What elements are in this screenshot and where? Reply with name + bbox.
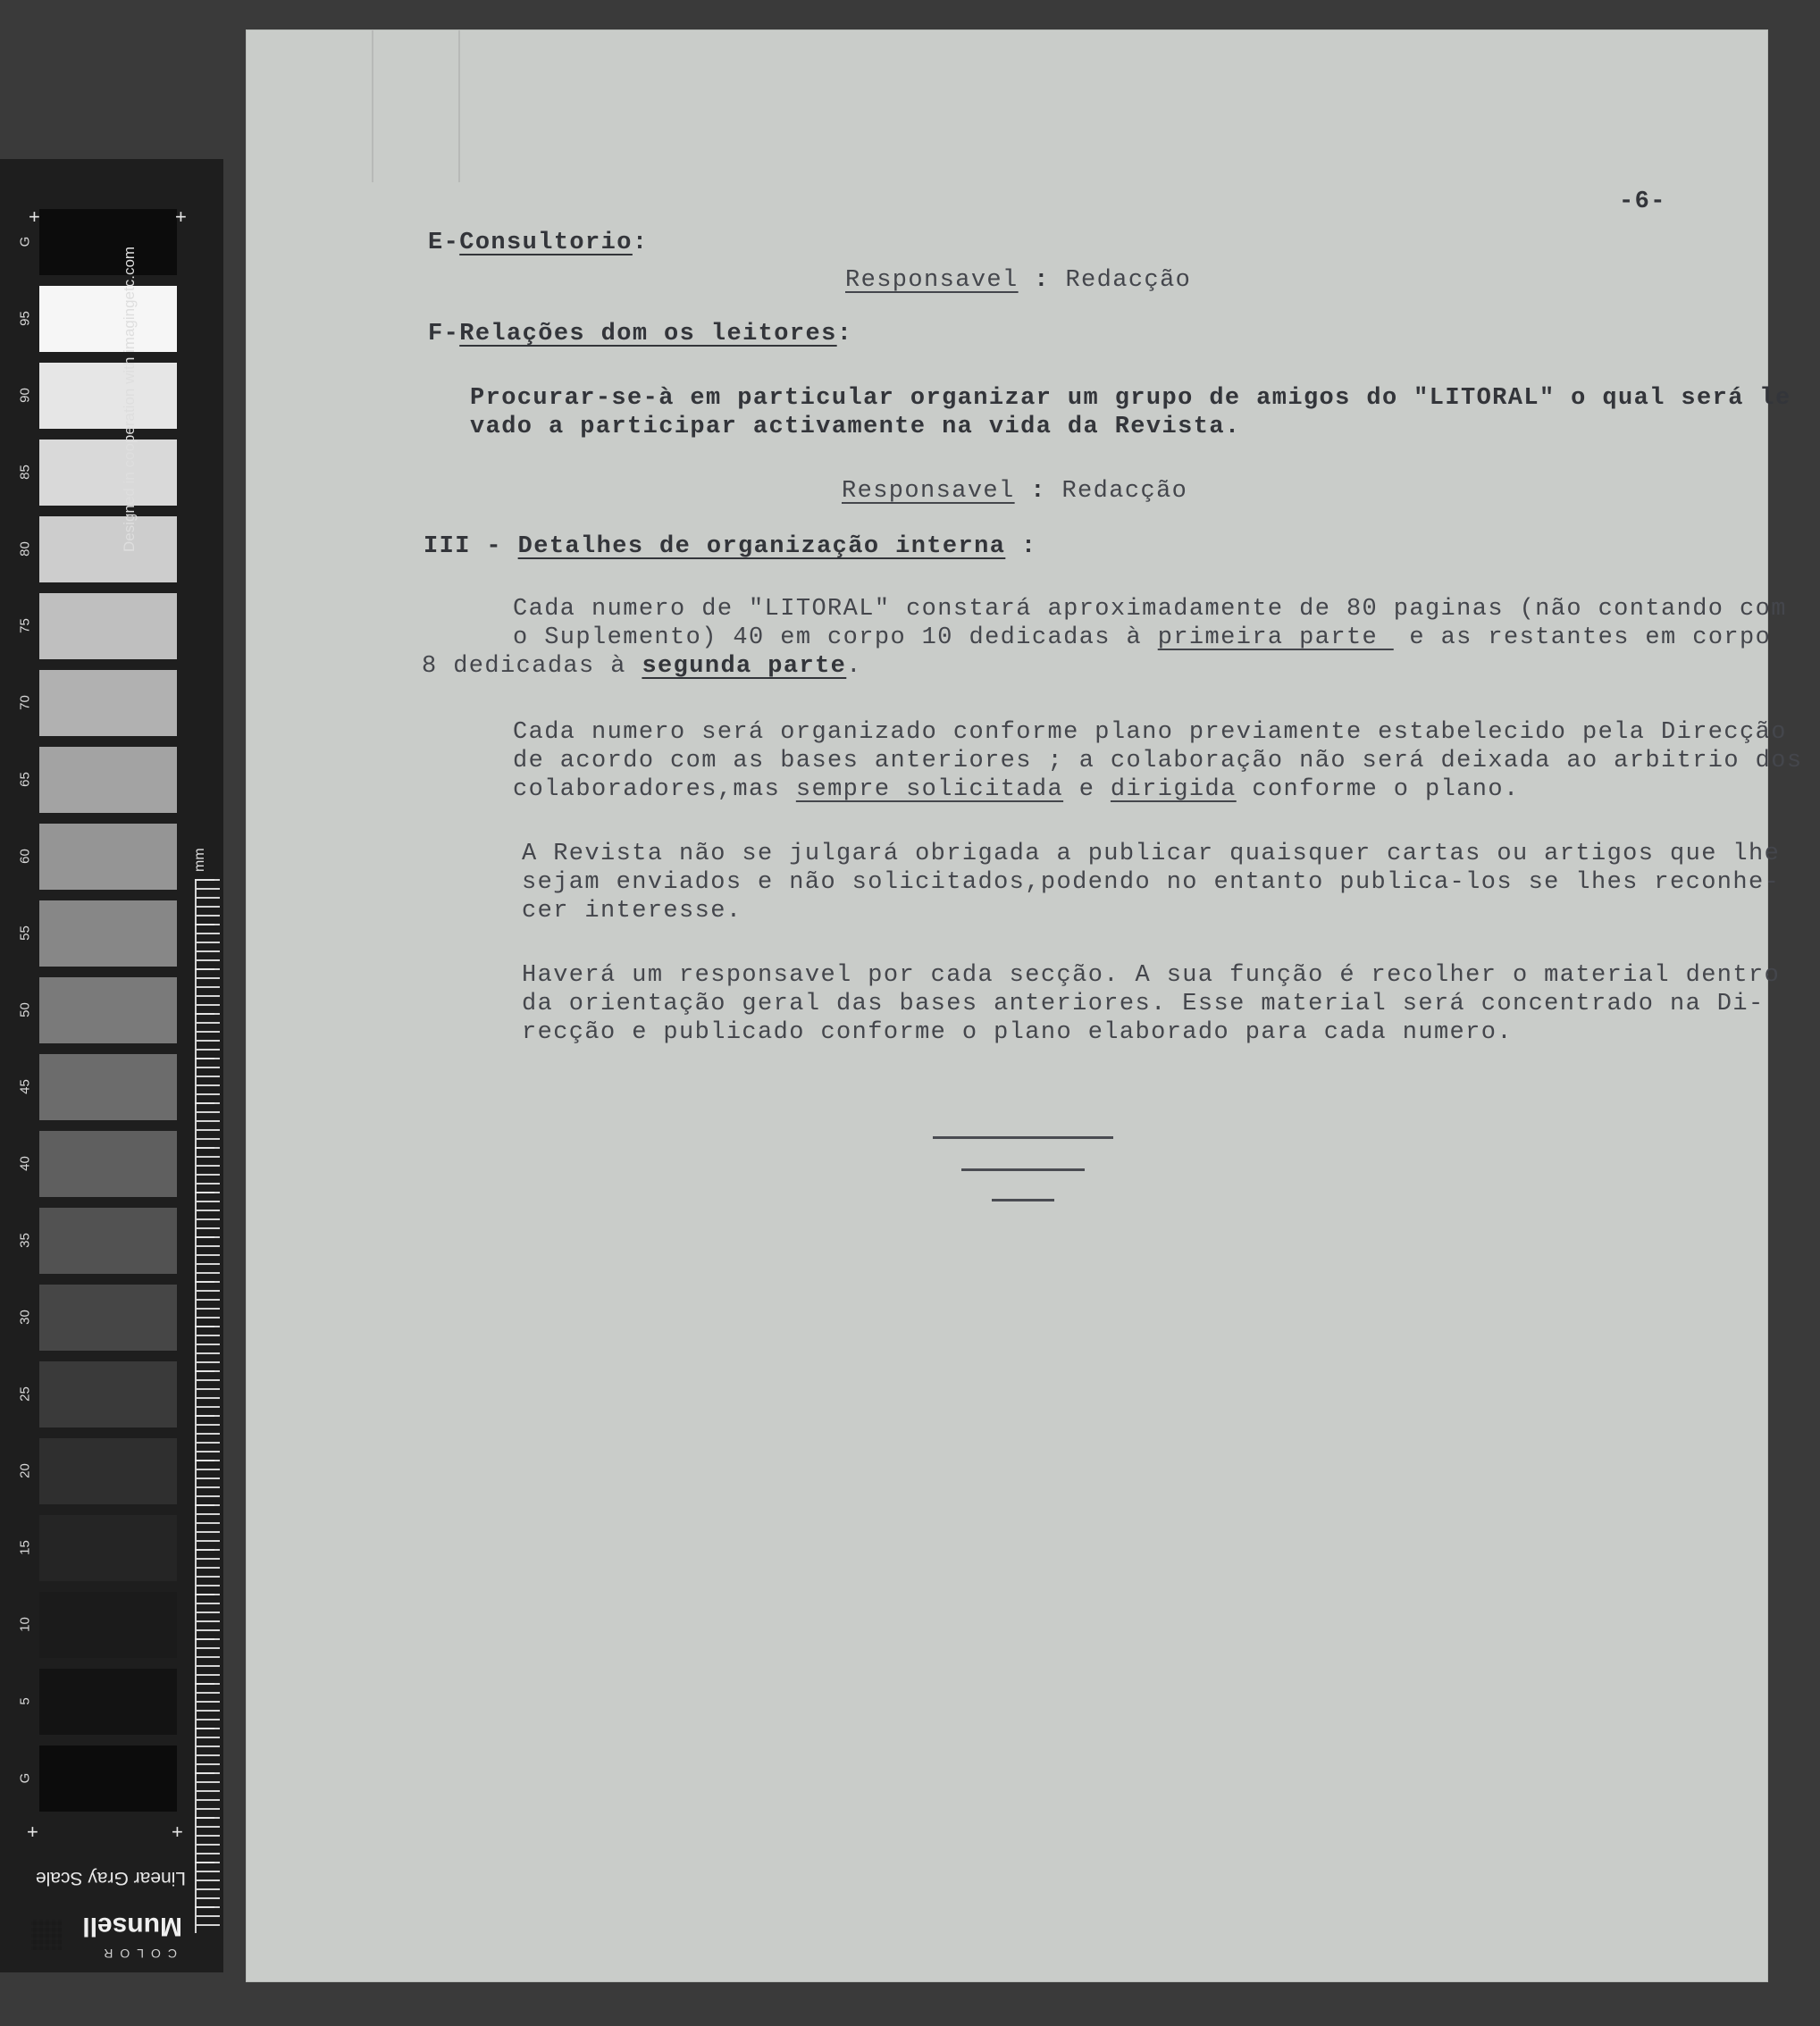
- heading-suffix: :: [1005, 533, 1037, 560]
- gray-patch-label: 15: [17, 1540, 33, 1555]
- paragraph-line: vado a participar activamente na vida da Revista.: [470, 414, 1241, 440]
- gray-patch-label: 60: [17, 849, 33, 864]
- gray-patch: [39, 1438, 177, 1504]
- gray-patch-label: 90: [17, 388, 33, 403]
- gray-patch-label: 30: [17, 1310, 33, 1325]
- gray-patch: [39, 1285, 177, 1351]
- paragraph-line: Cada numero será organizado conforme plano previamente estabelecido pela Direcção: [513, 719, 1787, 746]
- grid-logo-icon: [31, 1920, 62, 1950]
- paper-clip-mark: [372, 30, 460, 182]
- heading-prefix: F-: [428, 321, 460, 347]
- gray-patch-label: 75: [17, 618, 33, 633]
- gray-patch: [39, 1669, 177, 1735]
- paragraph-line: da orientação geral das bases anteriores. Esse material será concentrado na Di-: [522, 991, 1765, 1017]
- scale-name: Linear Gray Scale: [35, 1868, 187, 1888]
- responsible-separator: :: [1018, 267, 1066, 294]
- responsible-line-1: [845, 266, 1191, 295]
- heading-suffix: :: [632, 230, 649, 256]
- section-iii-heading: [424, 532, 1037, 561]
- paragraph-line: colaboradores,mas sempre solicitada e dirigida conforme o plano.: [513, 776, 1520, 803]
- paragraph-line: Procurar-se-à em particular organizar um grupo de amigos do "LITORAL" o qual será le: [470, 385, 1791, 412]
- responsible-value: Redacção: [1061, 478, 1188, 505]
- heading-title: Detalhes de organização interna: [517, 533, 1006, 560]
- munsell-logo: [21, 1907, 200, 1961]
- paragraph-line: Haverá um responsavel por cada secção. A sua função é recolher o material dentro: [522, 962, 1781, 989]
- end-rule-medium: [961, 1168, 1085, 1171]
- paragraph-line: cer interesse.: [522, 898, 742, 925]
- paragraph-line: Cada numero de "LITORAL" constará aproximadamente de 80 paginas (não contando com: [513, 596, 1787, 623]
- gray-patch: [39, 593, 177, 659]
- gray-patch: [39, 1131, 177, 1197]
- ruler-unit-label: mm: [192, 848, 207, 872]
- gray-patch: [39, 209, 177, 275]
- responsible-separator: :: [1014, 478, 1062, 505]
- gray-patch: [39, 1515, 177, 1581]
- paragraph-line: recção e publicado conforme o plano elaborado para cada numero.: [522, 1019, 1513, 1046]
- gray-patch: [39, 670, 177, 736]
- brand-subtitle: COLOR: [96, 1946, 177, 1961]
- gray-patch: [39, 747, 177, 813]
- paragraph-line: 8 dedicadas à segunda parte.: [422, 653, 862, 680]
- gray-patch-label: 20: [17, 1463, 33, 1478]
- registration-mark: +: [29, 205, 40, 228]
- section-f-heading: [428, 320, 852, 348]
- responsible-label: Responsavel: [845, 267, 1019, 294]
- registration-mark: +: [175, 205, 187, 228]
- gray-patch: [39, 440, 177, 506]
- gray-patch: [39, 1208, 177, 1274]
- gray-patch: [39, 516, 177, 582]
- responsible-value: Redacção: [1065, 267, 1192, 294]
- registration-mark: +: [27, 1821, 38, 1843]
- heading-title: Consultorio: [459, 230, 633, 256]
- gray-patch-label: 80: [17, 541, 33, 557]
- paragraph-line: o Suplemento) 40 em corpo 10 dedicadas à primeira parte e as restantes em corpo: [513, 624, 1772, 651]
- gray-patch-label: 70: [17, 695, 33, 710]
- gray-patch-label: 55: [17, 925, 33, 941]
- heading-suffix: :: [836, 321, 853, 347]
- registration-mark: +: [172, 1821, 183, 1843]
- gray-patch-label: 85: [17, 465, 33, 480]
- heading-title: Relações dom os leitores: [459, 321, 837, 347]
- heading-prefix: III -: [424, 533, 518, 560]
- gray-patch: [39, 977, 177, 1043]
- gray-patch-label: 5: [17, 1697, 33, 1705]
- gray-patch-label: 25: [17, 1386, 33, 1402]
- gray-patch: [39, 1361, 177, 1427]
- brand-name: Munsell: [82, 1912, 182, 1941]
- gray-patch-label: 45: [17, 1079, 33, 1094]
- gray-patch: [39, 900, 177, 967]
- gray-patch-label: 95: [17, 311, 33, 326]
- gray-patch: [39, 824, 177, 890]
- gray-patch-label: G: [17, 1772, 33, 1784]
- gray-patch-label: G: [17, 236, 33, 247]
- page-number: -6-: [1619, 188, 1666, 215]
- gray-scale-card: [0, 159, 223, 1972]
- gray-patch-label: 65: [17, 772, 33, 787]
- responsible-label: Responsavel: [842, 478, 1015, 505]
- paragraph-line: A Revista não se julgará obrigada a publicar quaisquer cartas ou artigos que lhe: [522, 841, 1781, 867]
- gray-patch: [39, 1054, 177, 1120]
- end-rule-long: [933, 1136, 1113, 1139]
- section-e-heading: [428, 229, 648, 257]
- heading-prefix: E-: [428, 230, 460, 256]
- gray-patch-label: 35: [17, 1233, 33, 1248]
- card-credit: Designed in cooperation with imagingetc.com: [121, 246, 138, 552]
- gray-patch: [39, 1746, 177, 1812]
- paragraph-line: sejam enviados e não solicitados,podendo no entanto publica-los se lhes reconhe-: [522, 869, 1781, 896]
- gray-patch-label: 40: [17, 1156, 33, 1171]
- end-rule-short: [992, 1199, 1054, 1201]
- gray-patch: [39, 1592, 177, 1658]
- paragraph-line: de acordo com as bases anteriores ; a colaboração não será deixada ao arbitrio dos: [513, 748, 1803, 774]
- gray-patch-label: 10: [17, 1617, 33, 1632]
- mm-ruler-major-ticks: [195, 879, 214, 1933]
- gray-patch: [39, 286, 177, 352]
- gray-patch-label: 50: [17, 1002, 33, 1017]
- gray-patch: [39, 363, 177, 429]
- document-page: [247, 30, 1803, 1981]
- responsible-line-2: [842, 477, 1187, 506]
